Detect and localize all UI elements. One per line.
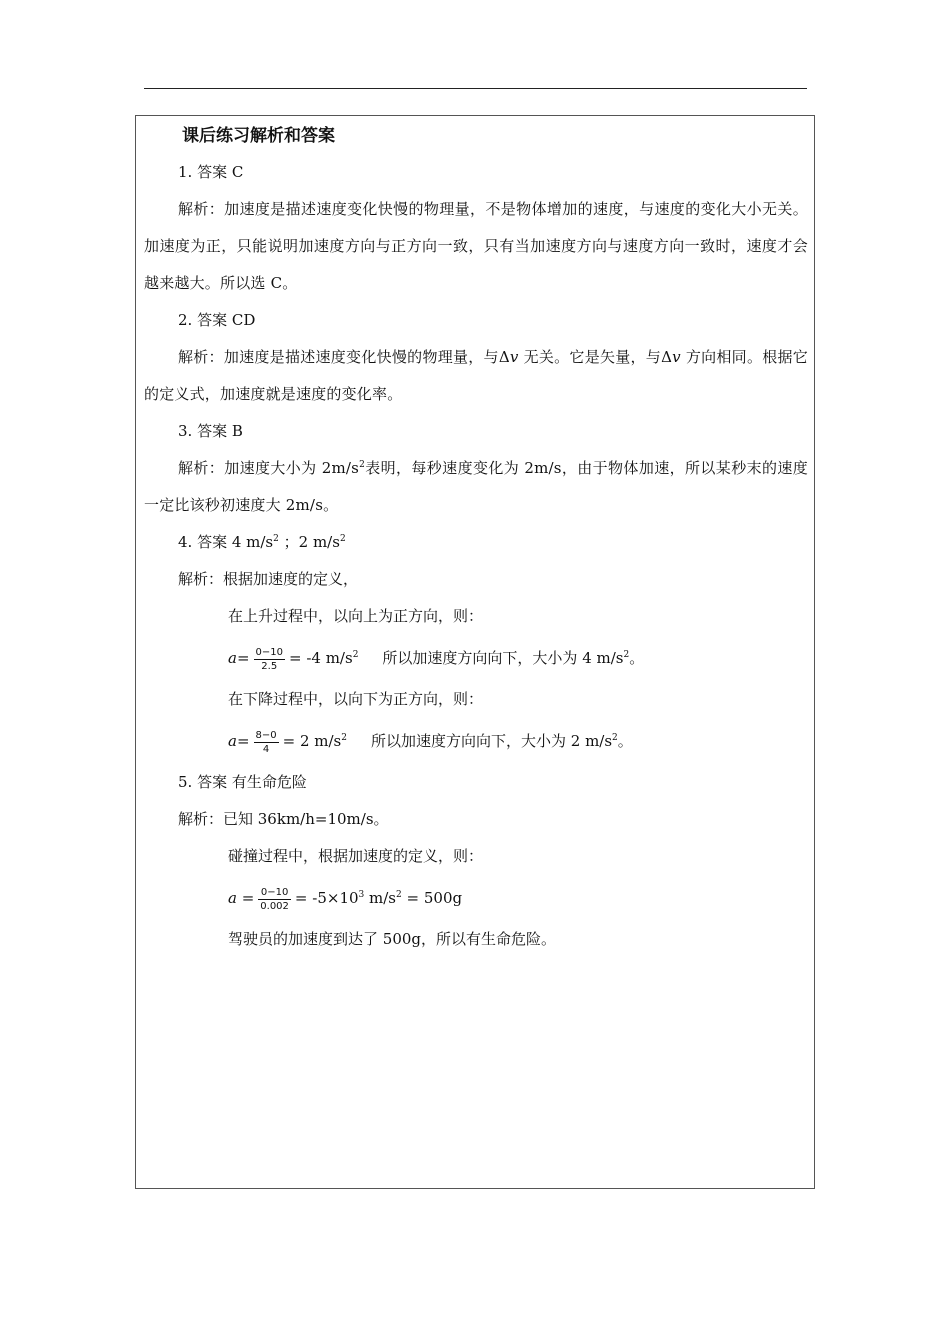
eq3-fraction xyxy=(258,886,291,913)
section-title: 课后练习解析和答案 xyxy=(182,126,335,146)
q3-analysis-part2: 表明，每秒速度变化为 2m/s，由于物体加速，所以某秒末的速度一定比该秒初速度大 2m/s。 xyxy=(144,459,808,514)
q3-answer: 3. 答案 B xyxy=(178,422,243,440)
eq3-rhs-c: = 500g xyxy=(401,889,463,907)
eq3-exponent: 3 xyxy=(358,890,365,900)
eq2-lhs: a= xyxy=(228,732,250,750)
eq1-lhs: a= xyxy=(228,649,250,667)
eq1-fraction xyxy=(254,646,285,673)
q1-analysis: 解析：加速度是描述速度变化快慢的物理量，不是物体增加的速度，与速度的变化大小无关。加速度为正，只能说明加速度方向与正方向一致，只有当加速度方向与速度方向一致时，速度才会越来越大。所以选 C。 xyxy=(144,200,808,292)
q4-equation-2 xyxy=(144,718,808,764)
q4-intro: 解析：根据加速度的定义， xyxy=(178,570,359,588)
eq2-numerator: 8−0 xyxy=(255,729,277,741)
eq3-rhs-b: m/s xyxy=(364,889,397,907)
eq1-note-sup: 2 xyxy=(623,650,630,660)
q5-answer: 5. 答案 有生命危险 xyxy=(178,773,307,791)
eq1-numerator: 0−10 xyxy=(255,646,283,658)
q4-answer-part2: ；2 m/s xyxy=(278,533,340,551)
q4-equation-1 xyxy=(144,635,808,681)
q2-answer: 2. 答案 CD xyxy=(178,311,256,329)
eq2-note-sup: 2 xyxy=(612,733,618,743)
eq3-denominator: 0.002 xyxy=(260,900,289,912)
eq2-sup: 2 xyxy=(341,733,347,743)
eq1-rhs: = -4 m/s xyxy=(288,649,353,667)
eq2-denominator: 4 xyxy=(262,743,270,755)
eq3-numerator: 0−10 xyxy=(258,886,291,900)
q1-answer: 1. 答案 C xyxy=(178,163,244,181)
q4-answer-part1: 4. 答案 4 m/s xyxy=(178,533,274,551)
q5-conclusion: 驾驶员的加速度到达了 500g，所以有生命危险。 xyxy=(228,930,557,948)
eq2-fraction xyxy=(254,729,279,756)
q5-known: 解析：已知 36km/h=10m/s。 xyxy=(178,810,389,828)
eq1-denominator: 2.5 xyxy=(261,660,278,672)
eq2-end: 。 xyxy=(617,732,633,750)
answer-content xyxy=(144,120,808,958)
eq2-note: 所以加速度方向向下，大小为 2 m/s xyxy=(370,732,613,750)
q3-superscript: 2 xyxy=(359,460,365,470)
q4-answer xyxy=(144,524,808,561)
q4-sup-2: 2 xyxy=(339,534,346,544)
eq3-sup: 2 xyxy=(396,890,402,900)
q5-equation xyxy=(144,875,808,921)
eq2-rhs: = 2 m/s xyxy=(282,732,342,750)
eq3-lhs: a = xyxy=(228,889,255,907)
eq1-end: 。 xyxy=(629,649,645,667)
q3-analysis-part1: 解析：加速度大小为 2m/s xyxy=(178,459,360,477)
header-rule xyxy=(144,88,807,89)
eq1-note: 所以加速度方向向下，大小为 4 m/s xyxy=(382,649,624,667)
q2-analysis: 解析：加速度是描述速度变化快慢的物理量，与Δ𝑣 无关。它是矢量，与Δ𝑣 方向相同。根据它的定义式，加速度就是速度的变化率。 xyxy=(144,348,808,403)
q4-sup-1: 2 xyxy=(273,534,279,544)
q5-collision: 碰撞过程中，根据加速度的定义，则： xyxy=(228,847,484,865)
q3-analysis xyxy=(144,450,808,524)
eq1-sup: 2 xyxy=(352,650,359,660)
q4-up-text: 在上升过程中，以向上为正方向，则： xyxy=(228,607,484,625)
eq3-rhs-a: = -5×10 xyxy=(294,889,359,907)
q4-down-text: 在下降过程中，以向下为正方向，则： xyxy=(228,690,484,708)
